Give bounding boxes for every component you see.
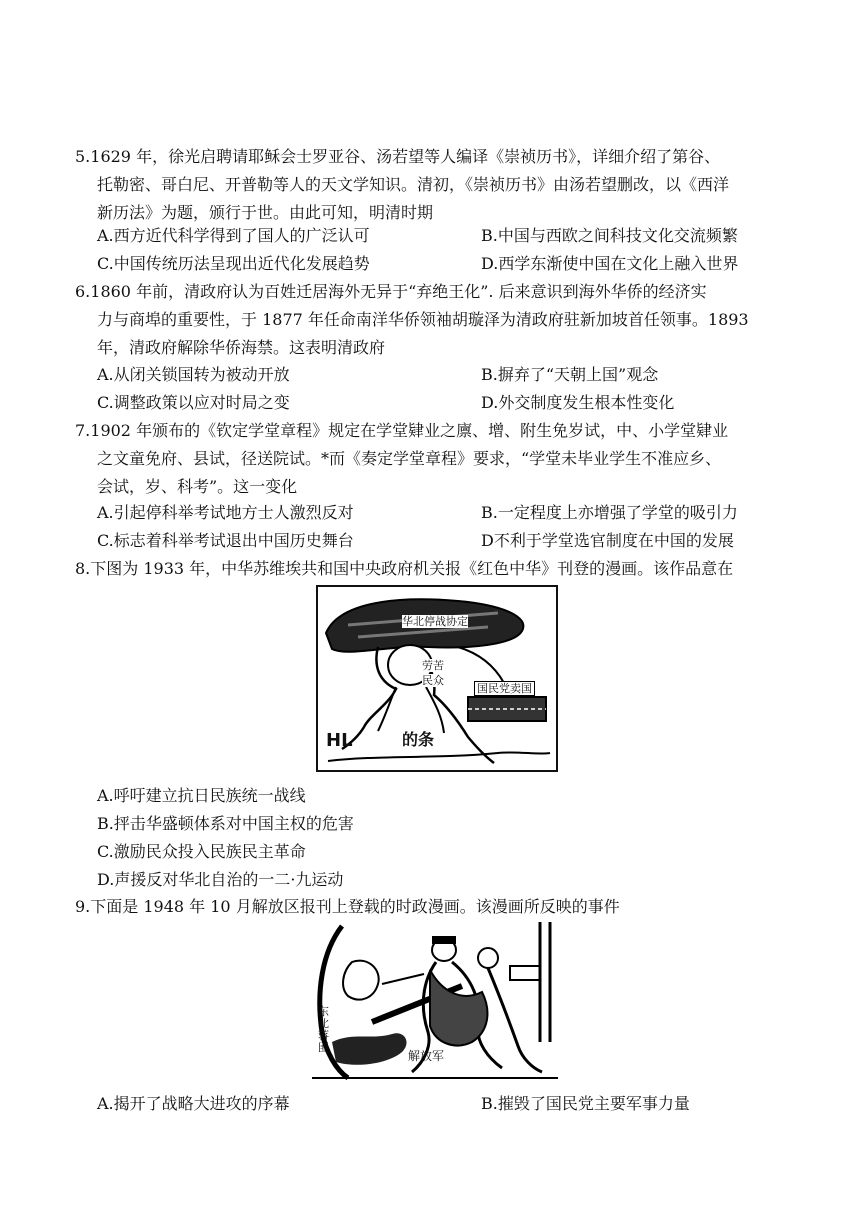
- option-7a[interactable]: A.引起停科举考试地方士人激烈反对: [97, 503, 354, 522]
- question-8: [75, 555, 795, 583]
- option-8b[interactable]: B.抨击华盛顿体系对中国主权的危害: [97, 814, 354, 833]
- option-7c[interactable]: C.标志着科举考试退出中国历史舞台: [97, 531, 354, 550]
- question-7: [75, 417, 795, 501]
- question-8-line-1: 8.下图为 1933 年，中华苏维埃共和国中央政府机关报《红色中华》刊登的漫画。该作品意在: [75, 559, 734, 578]
- question-6-line-3: 年，清政府解除华侨海禁。这表明清政府: [97, 338, 386, 357]
- question-5-options-row-2: [97, 250, 738, 278]
- option-5b[interactable]: B.中国与西欧之间科技文化交流频繁: [481, 226, 738, 245]
- question-9-line-1: 9.下面是 1948 年 10 月解放区报刊上登载的时政漫画。该漫画所反映的事件: [75, 897, 620, 916]
- cartoon-label-kmt: 国民党卖国: [474, 681, 535, 696]
- question-7-options-row-1: [97, 499, 738, 527]
- option-8a[interactable]: A.呼吁建立抗日民族统一战线: [97, 786, 306, 805]
- option-7d[interactable]: D不利于学堂选官制度在中国的发展: [481, 531, 734, 550]
- question-6-line-1: 6.1860 年前，清政府认为百姓迁居海外无异于“弃绝王化”. 后来意识到海外华侨的经济实: [75, 282, 707, 301]
- option-6a[interactable]: A.从闭关锁国转为被动开放: [97, 365, 290, 384]
- question-5: [75, 143, 795, 227]
- cartoon-1933: [316, 585, 558, 772]
- option-6d[interactable]: D.外交制度发生根本性变化: [481, 393, 675, 412]
- question-6: [75, 278, 795, 362]
- question-7-options-row-2: [97, 527, 734, 555]
- question-7-line-1: 7.1902 年颁布的《钦定学堂章程》规定在学堂肄业之廪、增、附生免岁试，中、小学堂肄业: [75, 421, 729, 440]
- cartoon-label-army: 解放军: [408, 1049, 445, 1063]
- cartoon-label-truce: 华北停战协定: [402, 615, 468, 628]
- cartoon-label-northeast: 东北蒋匪: [318, 1005, 329, 1054]
- cartoon-label-treaty: 的条: [402, 730, 435, 749]
- option-6c[interactable]: C.调整政策以应对时局之变: [97, 393, 290, 412]
- question-5-options-row-1: [97, 222, 738, 250]
- question-9: [75, 893, 795, 921]
- option-9a[interactable]: A.揭开了战略大进攻的序幕: [97, 1094, 290, 1113]
- question-5-line-2: 托勒密、哥白尼、开普勒等人的天文学知识。清初，《崇祯历书》由汤若望删改，以《西洋: [97, 175, 730, 194]
- option-5c[interactable]: C.中国传统历法呈现出近代化发展趋势: [97, 254, 370, 273]
- question-9-options-row-1: [97, 1090, 690, 1118]
- question-7-line-2: 之文童免府、县试，径送院试。*而《奏定学堂章程》要求，“学堂未毕业学生不准应乡、: [97, 449, 722, 468]
- question-6-line-2: 力与商埠的重要性，于 1877 年任命南洋华侨领袖胡璇泽为清政府驻新加坡首任领事。1893: [97, 310, 749, 329]
- option-8c[interactable]: C.激励民众投入民族民主革命: [97, 842, 306, 861]
- cartoon-label-people-1: 劳苦: [422, 659, 444, 672]
- option-6b[interactable]: B.摒弃了“天朝上国”观念: [481, 365, 659, 384]
- option-9b[interactable]: B.摧毁了国民党主要军事力量: [481, 1094, 690, 1113]
- cartoon-label-hl: HL: [326, 730, 353, 751]
- question-5-line-1: 5.1629 年，徐光启聘请耶稣会士罗亚谷、汤若望等人编译《崇祯历书》，详细介绍了第谷、: [75, 147, 721, 166]
- option-5a[interactable]: A.西方近代科学得到了国人的广泛认可: [97, 226, 370, 245]
- cartoon-1948: [312, 922, 558, 1082]
- cartoon-label-people-2: 民众: [422, 674, 444, 687]
- question-7-line-3: 会试，岁、科考”。这一变化: [97, 477, 298, 496]
- question-6-options-row-1: [97, 361, 658, 389]
- question-6-options-row-2: [97, 389, 674, 417]
- option-5d[interactable]: D.西学东渐使中国在文化上融入世界: [481, 254, 739, 273]
- option-7b[interactable]: B.一定程度上亦增强了学堂的吸引力: [481, 503, 738, 522]
- option-8d[interactable]: D.声援反对华北自治的一二·九运动: [97, 870, 344, 889]
- question-5-line-3: 新历法》为题，颁行于世。由此可知，明清时期: [97, 203, 434, 222]
